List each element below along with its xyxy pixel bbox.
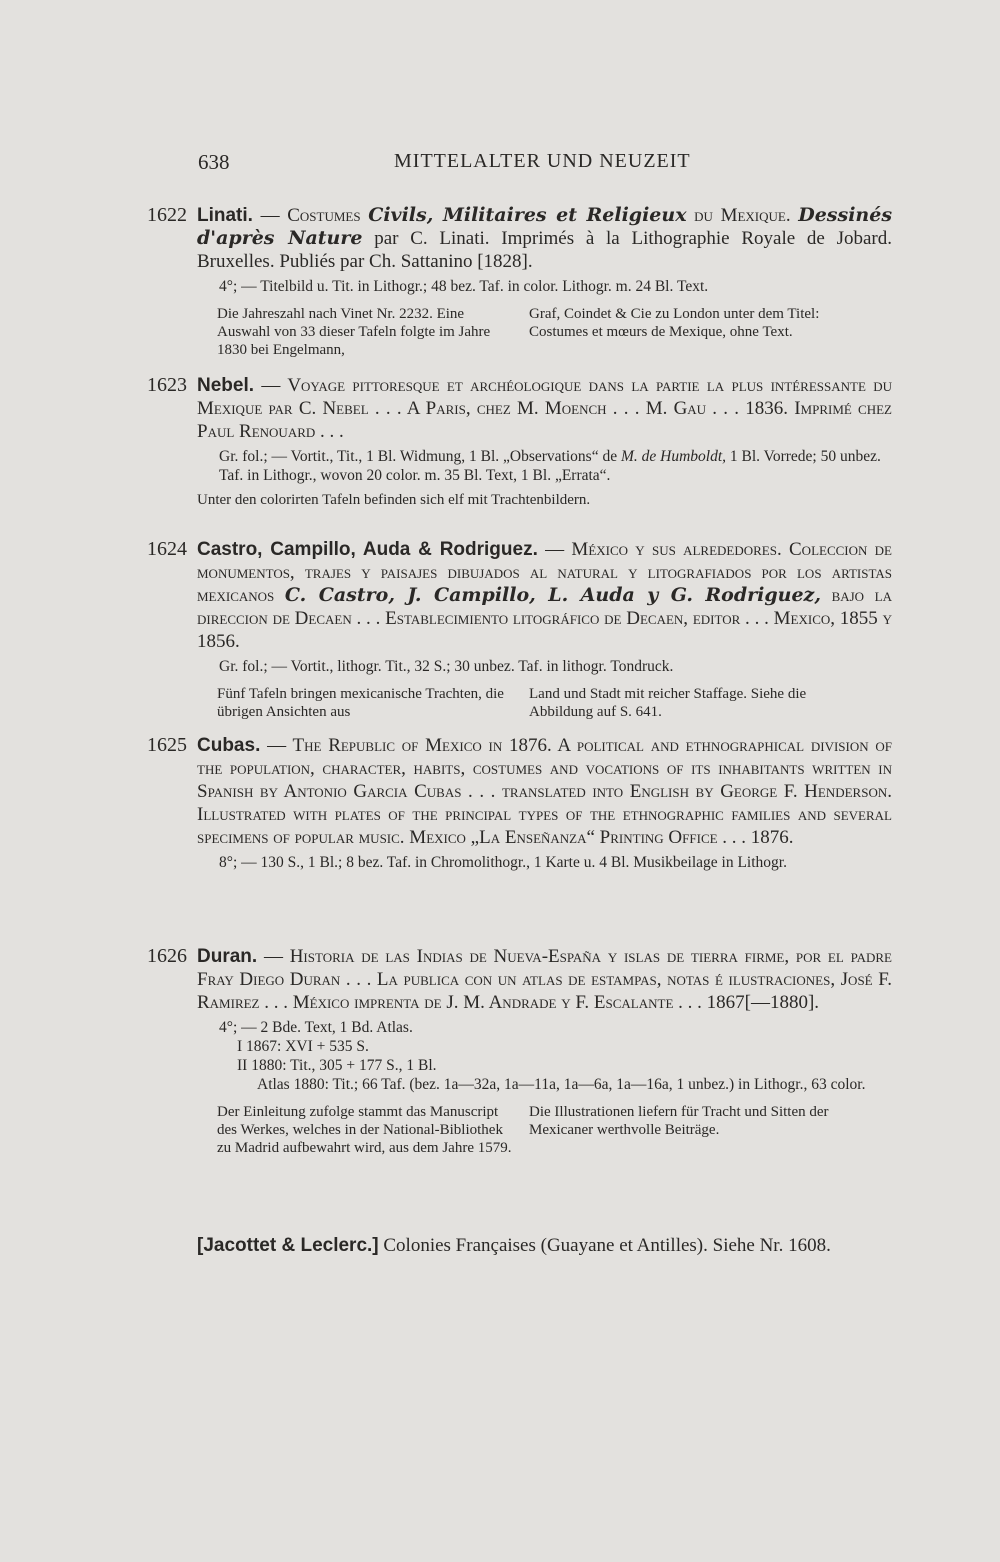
page-number: 638 [198,150,230,174]
entry-number: 1624 [147,538,187,560]
entry-collation: Gr. fol.; — Vortit., Tit., 1 Bl. Widmung, 1 Bl. „Observations“ de M. de Humboldt, 1 Bl. Vorrede; 50 unbez. Taf. in Lithogr., wovon 20 color. m. 35 Bl. Text, 1 Bl. „Errata“. [219,448,881,484]
entry-author: Cubas. [197,735,261,756]
entry-author: Castro, Campillo, Auda & Rodriguez. [197,539,538,560]
entry-collation: 8°; — 130 S., 1 Bl.; 8 bez. Taf. in Chromolithogr., 1 Karte u. 4 Bl. Musikbeilage in Lithogr. [219,854,787,871]
note-left: Der Einleitung zufolge stammt das Manuscript des Werkes, welches in der National-Bibliothek zu Madrid aufbewahrt wird, aus dem Jahre 1579. [217,1104,512,1156]
entry-author: Linati. [197,205,253,226]
cross-reference-entry [197,1234,892,1257]
note-right: Die Illustrationen liefern für Tracht und Sitten der Mexicaner werthvolle Beiträge. [529,1104,829,1138]
entry-title: Linati. — Costumes Civils, Militaires et Religieux du Mexique. Dessinés d'après Nature par C. Linati. Imprimés à la Lithographie Royale de Jobard. Bruxelles. Publiés par Ch. Sattanino [1828]. [197,204,893,272]
entry-1625 [147,734,892,872]
entry-number: 1625 [147,734,187,756]
entry-title: Cubas. — The Republic of Mexico in 1876. A political and ethnographical division of the population, character, habits, costumes and vocations of its inhabitants written in Spanish by Antonio Garcia Cubas . . . translated into English by George F. Henderson. Illustrated with plates of the principal types of the ethnographic families and several specimens of popular music. Mexico „La Enseñanza“ Printing Office . . . 1876. [197,735,892,848]
entry-collation: Gr. fol.; — Vortit., lithogr. Tit., 32 S.; 30 unbez. Taf. in lithogr. Tondruck. [219,658,674,675]
note-right: Land und Stadt mit reicher Staffage. Siehe die Abbildung auf S. 641. [529,686,807,720]
entry-notes [197,305,892,365]
entry-notes [197,685,892,727]
entry-author: Nebel. [197,375,255,396]
entry-number: 1626 [147,945,187,967]
cross-reference-text: Colonies Françaises (Guayane et Antilles). Siehe Nr. 1608. [378,1235,831,1256]
entry-number: 1622 [147,204,187,226]
atlas-volume: Atlas 1880: Tit.; 66 Taf. (bez. 1a—32a, 1a—11a, 1a—6a, 1a—16a, 1 unbez.) in Lithogr., 63 color. [257,1076,866,1093]
entry-title: Castro, Campillo, Auda & Rodriguez. — México y sus alrededores. Coleccion de monumentos, trajes y paisajes dibujados al natural y litografiados por los artistas mexicanos C. Castro, J. Campillo, L. Auda y G. Rodriguez, bajo la direccion de Decaen . . . Establecimiento litográfico de Decaen, editor . . . Mexico, 1855 y 1856. [197,539,892,652]
running-title: MITTELALTER UND NEUZEIT [394,150,691,172]
volume-2: II 1880: Tit., 305 + 177 S., 1 Bl. [237,1057,437,1074]
entry-author: [Jacottet & Leclerc.] [197,1235,379,1256]
entry-author: Duran. [197,946,258,967]
entry-1623 [147,374,892,509]
entry-title: Nebel. — Voyage pittoresque et archéologique dans la partie la plus intéressante du Mexique par C. Nebel . . . A Paris, chez M. Moench . . . M. Gau . . . 1836. Imprimé chez Paul Renouard . . . [197,375,892,442]
entry-1624 [147,538,892,727]
entry-1626 [147,945,892,1175]
entry-number: 1623 [147,374,187,396]
entry-title: Duran. — Historia de las Indias de Nueva-España y islas de tierra firme, por el padre Fray Diego Duran . . . La publica con un atlas de estampas, notas é ilustraciones, José F. Ramirez . . . México imprenta de J. M. Andrade y F. Escalante . . . 1867[—1880]. [197,946,892,1013]
volume-1: I 1867: XVI + 535 S. [237,1038,369,1055]
note-left: Fünf Tafeln bringen mexicanische Trachten, die übrigen Ansichten aus [217,686,504,720]
entry-note: Unter den colorirten Tafeln befinden sich elf mit Trachtenbildern. [197,492,591,508]
entry-1622 [147,204,892,365]
note-right: Graf, Coindet & Cie zu London unter dem Titel: Costumes et mœurs de Mexique, ohne Text. [529,306,820,340]
page-header [198,150,698,180]
note-left: Die Jahreszahl nach Vinet Nr. 2232. Eine Auswahl von 33 dieser Tafeln folgte im Jahre 1830 bei Engelmann, [217,306,491,358]
entry-collation: 4°; — 2 Bde. Text, 1 Bd. Atlas. [219,1019,413,1036]
entry-collation: 4°; — Titelbild u. Tit. in Lithogr.; 48 bez. Taf. in color. Lithogr. m. 24 Bl. Text. [219,278,709,295]
entry-notes [197,1103,892,1175]
